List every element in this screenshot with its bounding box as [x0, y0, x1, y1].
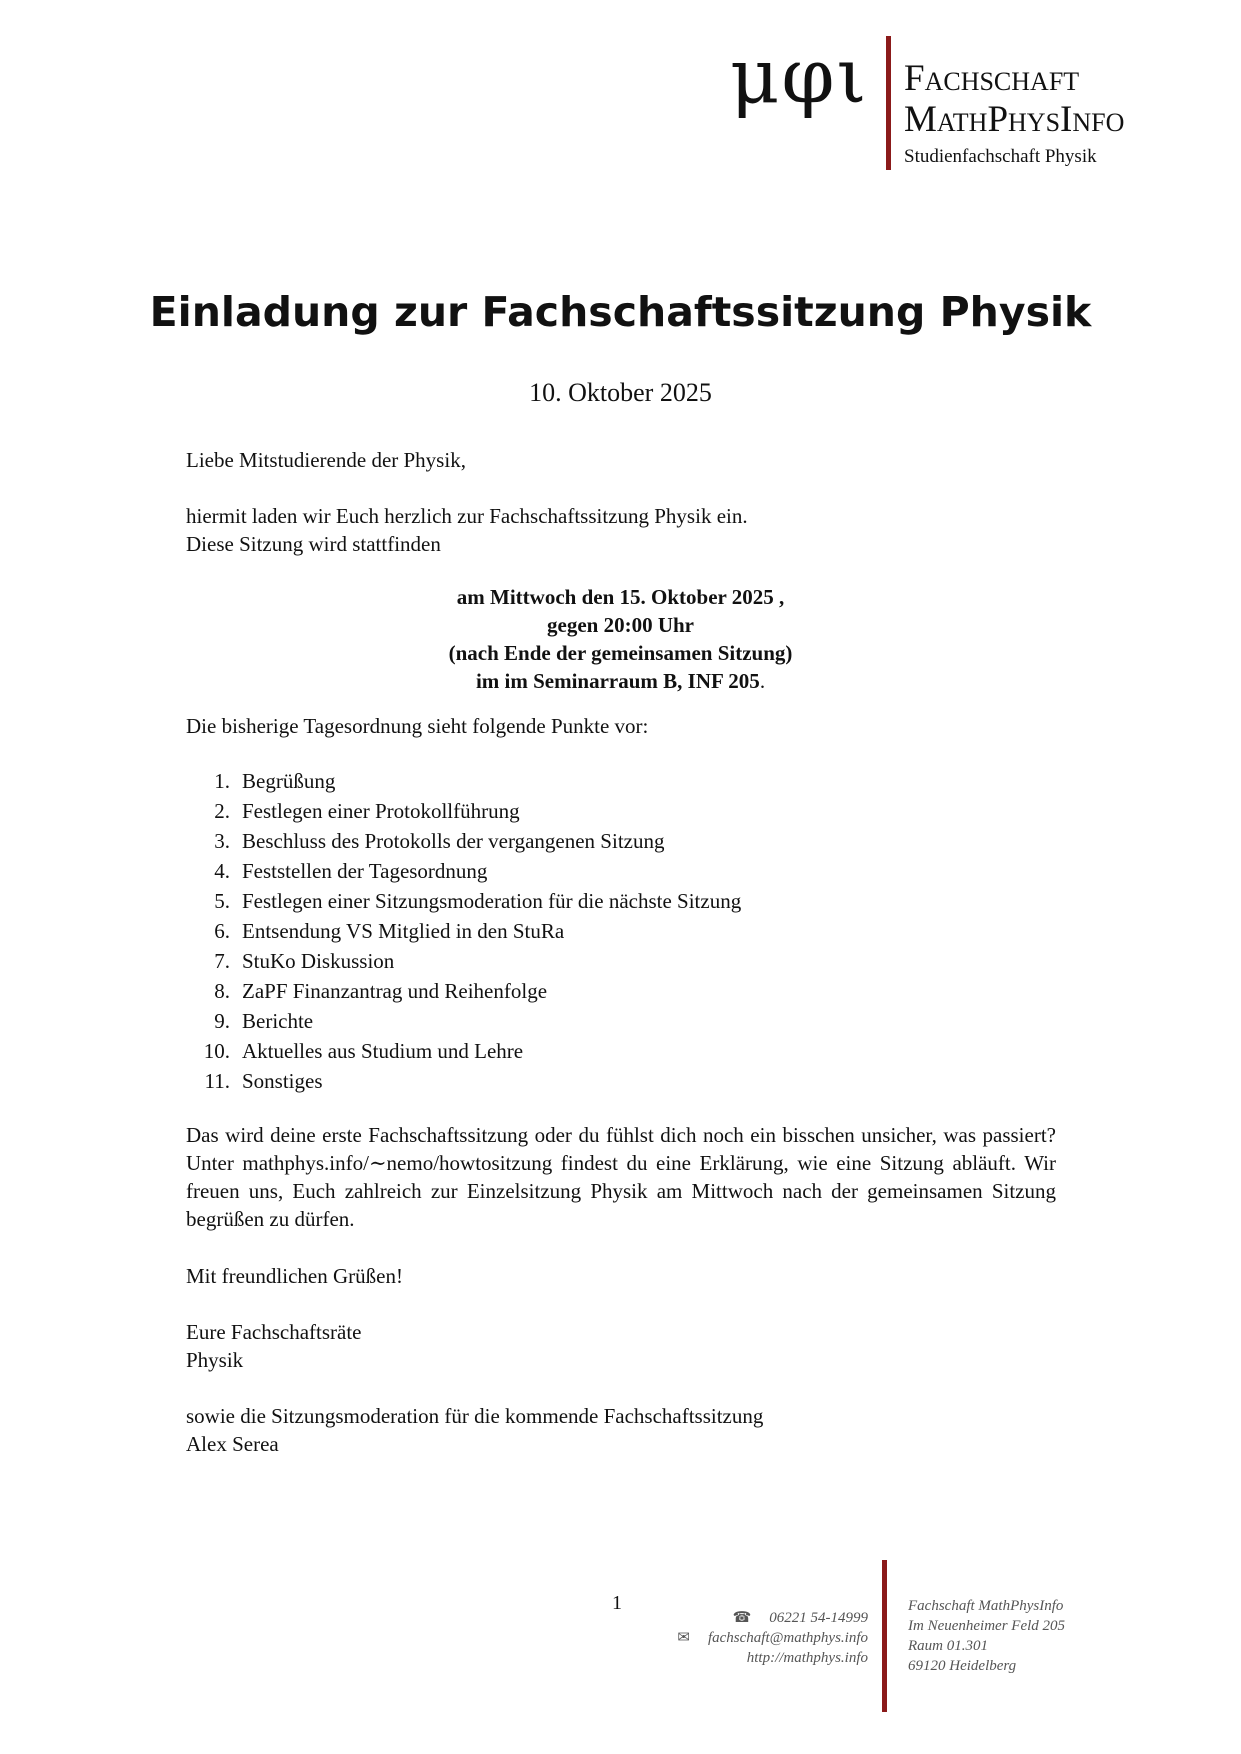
letterhead-line1: Fachschaft — [904, 58, 1080, 99]
salutation: Liebe Mitstudierende der Physik, — [186, 448, 466, 472]
agenda-number: 4. — [214, 859, 230, 883]
meeting-location-end: . — [759, 669, 766, 693]
greeting: Mit freundlichen Grüßen! — [186, 1264, 403, 1288]
meeting-location-text: im im Seminarraum B, INF 205 — [475, 669, 760, 693]
agenda-text: Begrüßung — [242, 769, 336, 793]
mail-icon: ✉ — [677, 1630, 690, 1646]
meeting-time: gegen 20:00 Uhr — [547, 613, 694, 637]
agenda-item — [186, 826, 741, 856]
agenda-text: Berichte — [242, 1009, 314, 1033]
agenda-number: 9. — [214, 1009, 230, 1033]
letterhead-line2: MathPhysInfo — [904, 99, 1125, 140]
phone-icon: ☎ — [732, 1610, 752, 1626]
agenda-number: 7. — [214, 949, 230, 973]
intro-line1: hiermit laden wir Euch herzlich zur Fachschaftssitzung Physik ein. — [186, 504, 748, 528]
footer-phone-row — [560, 1608, 868, 1628]
moderation-name: Alex Serea — [186, 1432, 279, 1456]
footer-address-line: Raum 01.301 — [908, 1638, 988, 1654]
intro-line2: Diese Sitzung wird stattfinden — [186, 532, 441, 556]
agenda-number: 11. — [204, 1069, 230, 1093]
agenda-list — [186, 766, 741, 1096]
signature-line2: Physik — [186, 1348, 244, 1372]
document-title: Einladung zur Fachschaftssitzung Physik — [149, 288, 1092, 336]
letterhead-divider — [886, 36, 891, 170]
signature-line1: Eure Fachschaftsräte — [186, 1320, 362, 1344]
agenda-text: Festlegen einer Protokollführung — [242, 799, 520, 823]
agenda-number: 2. — [214, 799, 230, 823]
agenda-number: 3. — [214, 829, 230, 853]
agenda-item — [186, 766, 741, 796]
footer-contact — [560, 1608, 868, 1668]
footer-address-line: Im Neuenheimer Feld 205 — [908, 1618, 1066, 1634]
agenda-number: 1. — [214, 769, 230, 793]
footer-email-row — [560, 1628, 868, 1648]
moderation-line1: sowie die Sitzungsmoderation für die kommende Fachschaftssitzung — [186, 1404, 764, 1428]
meeting-details — [0, 583, 1241, 695]
agenda-text: Sonstiges — [242, 1069, 323, 1093]
agenda-item — [186, 916, 741, 946]
agenda-text: Beschluss des Protokolls der vergangenen Sitzung — [242, 829, 665, 853]
agenda-text: Aktuelles aus Studium und Lehre — [242, 1039, 524, 1063]
document-date: 10. Oktober 2025 — [529, 378, 712, 407]
closing-paragraph: Das wird deine erste Fachschaftssitzung oder du fühlst dich noch ein bisschen unsicher, was passiert? Unter mathphys.info/∼nemo/howtositzung findest du eine Erklärung, wie eine Sitzung abläuft. Wir freuen uns, Euch zahlreich zur Einzelsitzung Physik am Mittwoch nach der gemeinsamen Sitzung begrüßen zu dürfen. — [186, 1123, 1056, 1231]
footer-web[interactable]: http://mathphys.info — [746, 1650, 868, 1666]
page-number: 1 — [612, 1592, 622, 1614]
footer-address — [908, 1596, 1065, 1676]
meeting-date: am Mittwoch den 15. Oktober 2025 , — [456, 585, 785, 609]
agenda-text: ZaPF Finanzantrag und Reihenfolge — [242, 979, 548, 1003]
agenda-item — [186, 946, 741, 976]
letterhead-subtitle: Studienfachschaft Physik — [904, 146, 1097, 167]
agenda-item — [186, 976, 741, 1006]
agenda-text: Entsendung VS Mitglied in den StuRa — [242, 919, 565, 943]
agenda-item — [186, 856, 741, 886]
logo-greek: μφι — [730, 31, 869, 120]
agenda-intro: Die bisherige Tagesordnung sieht folgende Punkte vor: — [186, 714, 649, 738]
agenda-item — [186, 1066, 741, 1096]
agenda-text: Feststellen der Tagesordnung — [242, 859, 488, 883]
footer-address-line: Fachschaft MathPhysInfo — [908, 1598, 1064, 1614]
agenda-number: 8. — [214, 979, 230, 1003]
agenda-item — [186, 1036, 741, 1066]
footer-phone: 06221 54-14999 — [769, 1610, 868, 1626]
footer-address-line: 69120 Heidelberg — [908, 1658, 1017, 1674]
meeting-note: (nach Ende der gemeinsamen Sitzung) — [448, 641, 793, 665]
footer-divider — [882, 1560, 887, 1712]
agenda-number: 6. — [214, 919, 230, 943]
agenda-item — [186, 886, 741, 916]
agenda-item — [186, 1006, 741, 1036]
meeting-location — [0, 667, 1241, 695]
agenda-text: Festlegen einer Sitzungsmoderation für die nächste Sitzung — [242, 889, 742, 913]
footer-email[interactable]: fachschaft@mathphys.info — [707, 1630, 868, 1646]
agenda-number: 10. — [203, 1039, 230, 1063]
agenda-text: StuKo Diskussion — [242, 949, 395, 973]
agenda-item — [186, 796, 741, 826]
agenda-number: 5. — [214, 889, 230, 913]
